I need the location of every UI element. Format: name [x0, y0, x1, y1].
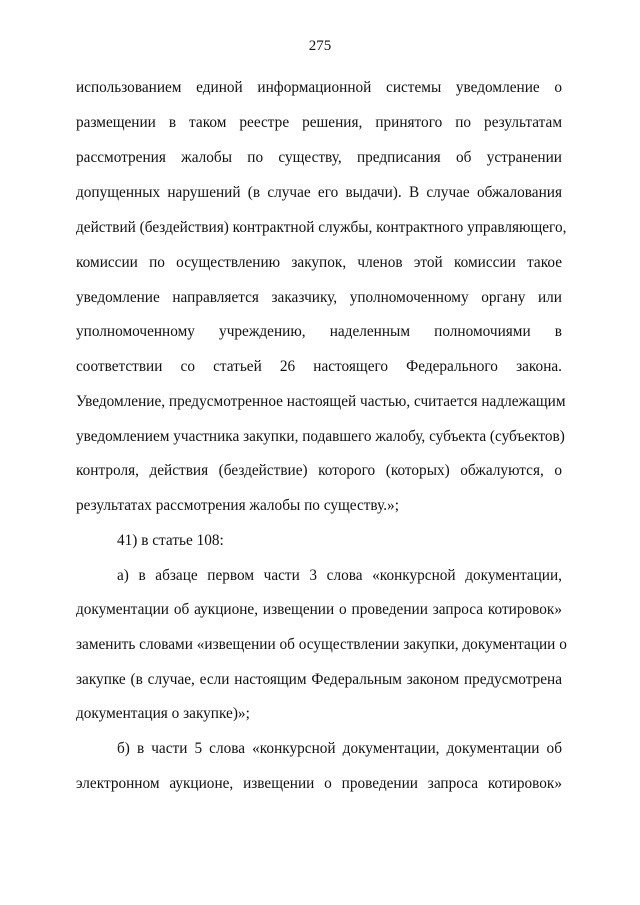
text-line: использованием единой информационной системы уведомление о	[76, 79, 562, 96]
text-line: размещении в таком реестре решения, принятого по результатам	[76, 114, 562, 131]
text-line: электронном аукционе, извещении о проведении запроса котировок»	[76, 775, 562, 792]
text-line: закупке (в случае, если настоящим Федеральным законом предусмотрена	[76, 671, 562, 688]
text-line: документация о закупке)»;	[76, 705, 250, 722]
page-number: 275	[308, 38, 332, 54]
text-line: действий (бездействия) контрактной службы, контрактного управляющего,	[76, 219, 567, 236]
text-line: контроля, действия (бездействие) которого (которых) обжалуются, о	[76, 462, 562, 479]
text-line: результатах рассмотрения жалобы по существу.»;	[76, 497, 399, 514]
list-item-heading: 41) в статье 108:	[117, 532, 224, 549]
text-line: Уведомление, предусмотренное настоящей частью, считается надлежащим	[76, 393, 566, 410]
text-line: документации об аукционе, извещении о проведении запроса котировок»	[76, 601, 562, 618]
text-line: а) в абзаце первом части 3 слова «конкурсной документации,	[117, 567, 562, 584]
text-line: допущенных нарушений (в случае его выдачи). В случае обжалования	[76, 184, 562, 201]
text-line: б) в части 5 слова «конкурсной документации, документации об	[117, 740, 562, 757]
text-line: заменить словами «извещении об осуществлении закупки, документации о	[76, 636, 567, 653]
text-line: уведомлением участника закупки, подавшего жалобу, субъекта (субъектов)	[76, 428, 565, 445]
text-line: рассмотрения жалобы по существу, предписания об устранении	[76, 149, 562, 166]
text-line: уведомление направляется заказчику, уполномоченному органу или	[76, 289, 562, 306]
text-line: уполномоченному учреждению, наделенным полномочиями в	[76, 323, 562, 340]
text-line: соответствии со статьей 26 настоящего Федерального закона.	[76, 358, 562, 375]
text-line: комиссии по осуществлению закупок, членов этой комиссии такое	[76, 254, 562, 271]
